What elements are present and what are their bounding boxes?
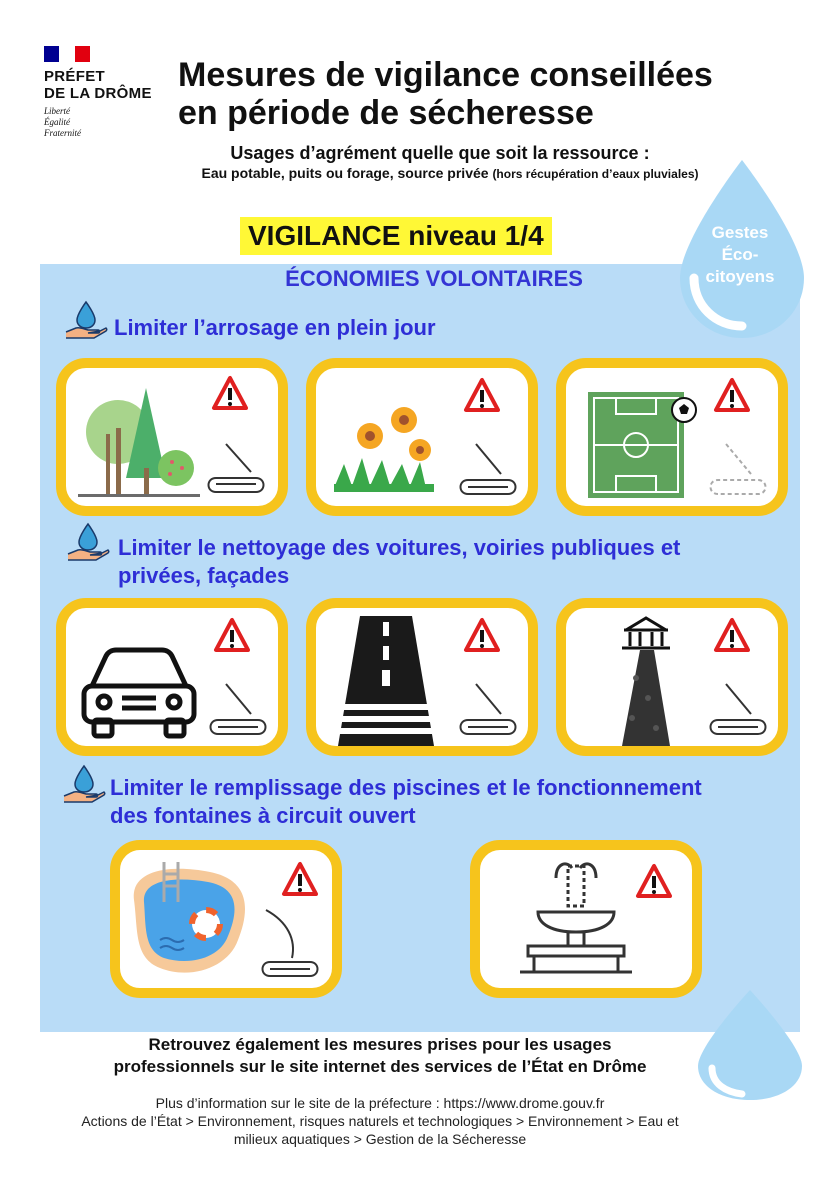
- footer-info: Plus d’information sur le site de la préfecture : https://www.drome.gouv.fr Actions de l’État > Environnement, risques naturels et technologiques > Environnement > Eau et milieux aquatiques > Gestion de la Sécheresse: [30, 1094, 730, 1148]
- water-hand-icon: [64, 298, 108, 342]
- prefet-line2: DE LA DRÔME: [44, 85, 152, 102]
- section-title-pools: Limiter le remplissage des piscines et le fonctionnement des fontaines à circuit ouvert: [110, 775, 702, 828]
- card-road: [306, 598, 538, 756]
- card-facade: [556, 598, 788, 756]
- footer-website-link[interactable]: Plus d’information sur le site de la préfecture : https://www.drome.gouv.fr: [155, 1095, 605, 1111]
- card-football: [556, 358, 788, 516]
- section-title-cleaning: Limiter le nettoyage des voitures, voiries publiques et privées, façades: [118, 535, 681, 588]
- motto-egalite: Égalité: [44, 117, 70, 127]
- motto-fraternite: Fraternité: [44, 128, 81, 138]
- panel-title: ÉCONOMIES VOLONTAIRES: [285, 266, 583, 291]
- water-hand-icon: [66, 520, 110, 564]
- section-title-watering: Limiter l’arrosage en plein jour: [114, 315, 436, 340]
- prefecture-logo: [44, 46, 174, 139]
- vigilance-level-badge: VIGILANCE niveau 1/4: [240, 217, 552, 255]
- fountain-icon: [480, 850, 692, 988]
- car-icon: [66, 608, 278, 746]
- flowers-icon: [316, 368, 528, 506]
- card-pool: [110, 840, 342, 998]
- pool-icon: [120, 850, 332, 988]
- card-trees: [56, 358, 288, 516]
- footer-professional-notice: Retrouvez également les mesures prises pour les usages professionnels sur le site internet des services de l’État en Drôme: [113, 1035, 647, 1076]
- motto-liberte: Liberté: [44, 106, 70, 116]
- subtitle: Usages d’agrément quelle que soit la ressource :: [230, 143, 650, 163]
- water-hand-icon: [62, 762, 106, 806]
- marianne-flag-icon: [44, 46, 90, 62]
- facade-icon: [566, 608, 778, 746]
- football-field-icon: [566, 368, 778, 506]
- page-title: Mesures de vigilance conseillées en période de sécheresse: [178, 56, 713, 132]
- card-car: [56, 598, 288, 756]
- prefet-line1: PRÉFET: [44, 68, 105, 85]
- subtitle-resources: Eau potable, puits ou forage, source privée (hors récupération d’eaux pluviales): [201, 165, 699, 181]
- card-fountain: [470, 840, 702, 998]
- road-icon: [316, 608, 528, 746]
- eco-gestures-badge: Gestes Éco- citoyens: [705, 223, 775, 286]
- trees-icon: [66, 368, 278, 506]
- card-flowers: [306, 358, 538, 516]
